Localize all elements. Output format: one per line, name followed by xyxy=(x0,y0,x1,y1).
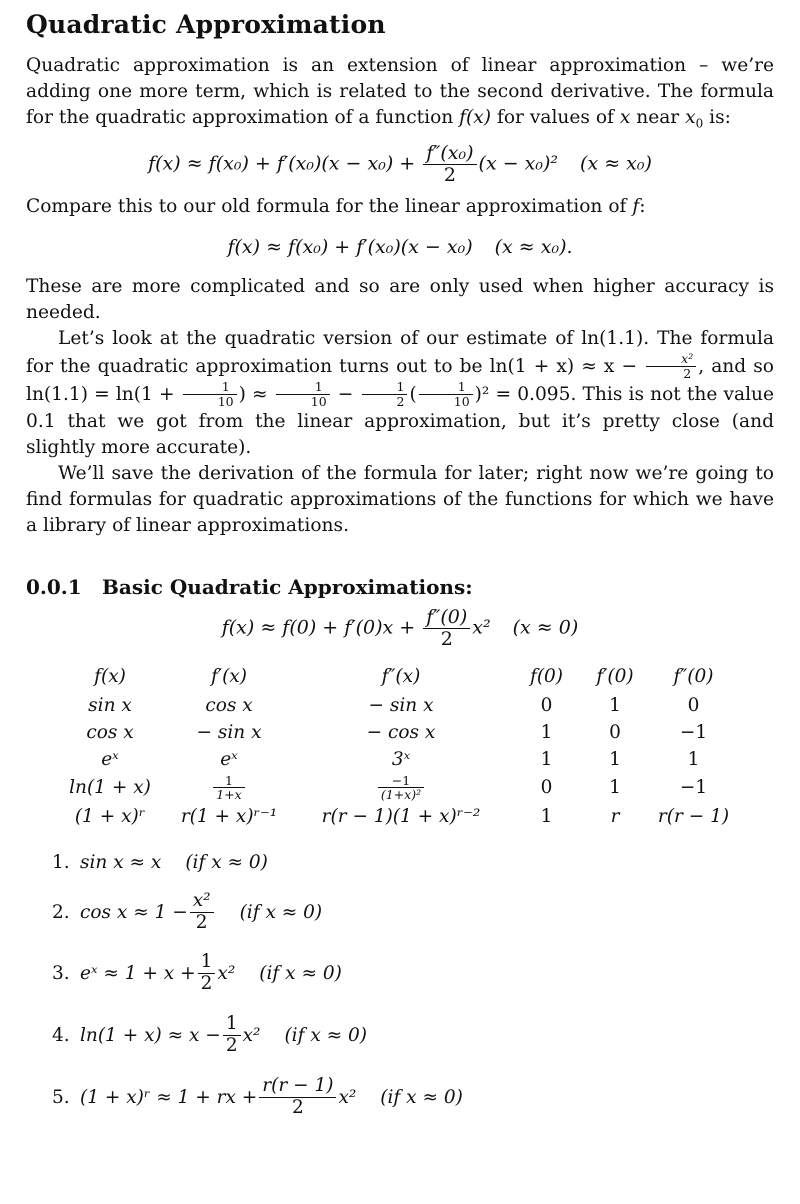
derivatives-table xyxy=(60,662,746,831)
table-row: ln(1 + x) $\frac{1}{1+x}$ $\frac{-1}{\text{(1+x)²}}$ 0 1 −1 xyxy=(69,772,708,803)
table-header: f′(0) xyxy=(596,666,634,688)
table-row: sin x cos x − sin x 0 1 0 xyxy=(88,694,700,716)
compare-paragraph: Compare this to our old formula for the linear approximation of f: xyxy=(26,195,646,217)
table-header: f′(x) xyxy=(211,666,247,688)
intro-paragraph: Quadratic approximation is an extension of linear approximation – we’re adding one more term, which is related to the second derivative. The formula for the quadratic approximation of a function f(x) for values of x near $x_0$ is: xyxy=(26,55,774,131)
quadratic-at-zero-formula: f(x) ≈ f(0) + f′(0)x + $\frac{f''(0)}{2}$ x² (x ≈ 0) xyxy=(221,605,579,650)
quadratic-formula: f(x) ≈ f(x₀) + f′(x₀)(x − x₀) + $\frac{\text{f″(x₀)}}{2}$ (x − x₀)² (x ≈ x₀) xyxy=(148,142,652,186)
list-item: 3. eˣ ≈ 1 + x + $\frac{1}{2}$ x² (if x ≈ 0) xyxy=(52,951,342,994)
list-item: 1. sin x ≈ x (if x ≈ 0) xyxy=(52,851,268,873)
complexity-paragraph: These are more complicated and so are only used when higher accuracy is needed. xyxy=(26,275,774,323)
table-header-row xyxy=(60,662,746,692)
table-header: f(0) xyxy=(529,666,564,688)
fraction: $\frac{\text{f″(x₀)}}{2}$ xyxy=(423,143,476,186)
table-row: cos x − sin x − cos x 1 0 −1 xyxy=(86,721,708,743)
list-item: 4. ln(1 + x) ≈ x − $\frac{1}{2}$ x² (if x ≈ 0) xyxy=(52,1013,367,1056)
list-item: 5. (1 + x)ʳ ≈ 1 + rx + $\frac{r(r - 1)}{2}$ x² (if x ≈ 0) xyxy=(52,1075,463,1118)
page-title: Quadratic Approximation xyxy=(26,10,386,39)
approximations-list xyxy=(26,842,774,1128)
table-header: f(x) xyxy=(94,666,126,688)
derivation-paragraph: We’ll save the derivation of the formula for later; right now we’re going to find formulas for quadratic approximations of the functions for which we have a library of linear approximations. xyxy=(26,462,774,536)
table-row: eˣ eˣ 3ˣ 1 1 1 xyxy=(101,748,700,770)
section-heading: 0.0.1 Basic Quadratic Approximations: xyxy=(26,574,473,599)
linear-formula: f(x) ≈ f(x₀) + f′(x₀)(x − x₀) (x ≈ x₀). xyxy=(227,235,573,258)
table-header: f″(0) xyxy=(673,666,714,688)
table-row: (1 + x)ʳ r(1 + x)ʳ⁻¹ r(r − 1)(1 + x)ʳ⁻² 1 r r(r − 1) xyxy=(74,806,730,828)
example-paragraph: Let’s look at the quadratic version of our estimate of ln(1.1). The formula for the quadratic approximation turns out to be ln(1 + x) ≈ x − $\frac{\text{x²}}{2}$ , and so ln(1.1) = ln(1 + $\frac{1}{10}$ ) ≈ $\frac{1}{10}$ − $\frac{1}{2}$ ( $\frac{1}{10}$ )² = 0.095. This is not the value 0.1 that we got from the linear approximation, but it’s pretty close (and slightly more accurate). xyxy=(26,327,775,458)
table-header: f″(x) xyxy=(381,666,421,688)
list-item: 2. cos x ≈ 1 − $\frac{\text{x²}}{2}$ (if x ≈ 0) xyxy=(52,890,323,933)
